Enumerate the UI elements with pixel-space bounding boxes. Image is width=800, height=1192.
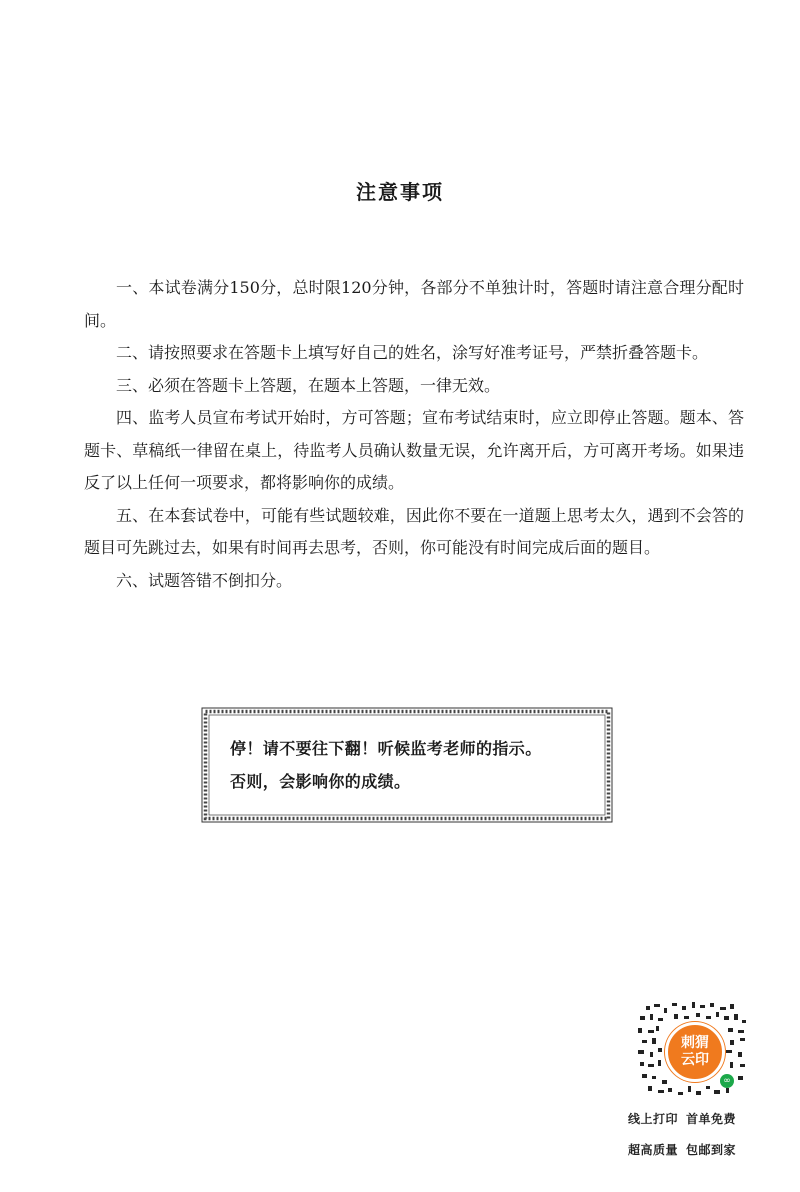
notice-line: 停！请不要往下翻！听候监考老师的指示。 [230,739,542,758]
qr-caption-text: 首单免费 [686,1112,737,1126]
stop-notice-box [200,706,614,824]
notice-line: 否则，会影响你的成绩。 [230,772,411,791]
instruction-item: 六、试题答错不倒扣分。 [116,570,293,590]
qr-caption-text: 超高质量 [628,1143,679,1157]
instruction-item: 五、在本套试卷中，可能有些试题较难，因此你不要在一道题上思考太久，遇到不会答的题目可先跳过去，如果有时间再去思考，否则，你可能没有时间完成后面的题目。 [84,505,744,557]
instruction-item: 二、请按照要求在答题卡上填写好自己的姓名，涂写好准考证号，严禁折叠答题卡。 [116,343,709,362]
instruction-item: 三、必须在答题卡上答题，在题本上答题，一律无效。 [116,375,501,395]
brand-logo-text: 云印 [681,1052,709,1068]
qr-caption [628,1112,758,1126]
mini-program-icon: ∞ [720,1074,734,1088]
instruction-item: 一、本试卷满分150分，总时限120分钟，各部分不单独计时，答题时请注意合理分配时间。 [84,278,744,330]
qr-code[interactable] [634,1000,752,1100]
qr-caption [628,1143,758,1157]
instructions-list [84,272,744,597]
brand-logo [665,1022,725,1082]
instruction-item: 四、监考人员宣布考试开始时，方可答题；宣布考试结束时，应立即停止答题。题本、答题卡、草稿纸一律留在桌上，待监考人员确认数量无误，允许离开后，方可离开考场。如果违反了以上任何一项要求，都将影响你的成绩。 [84,408,744,492]
page-title: 注意事项 [356,180,444,204]
brand-logo-text: 刺猬 [681,1035,709,1051]
qr-caption-text: 线上打印 [628,1112,679,1126]
qr-caption-text: 包邮到家 [686,1143,737,1157]
qr-code-promo [628,1000,758,1157]
stop-notice-text [230,732,600,798]
